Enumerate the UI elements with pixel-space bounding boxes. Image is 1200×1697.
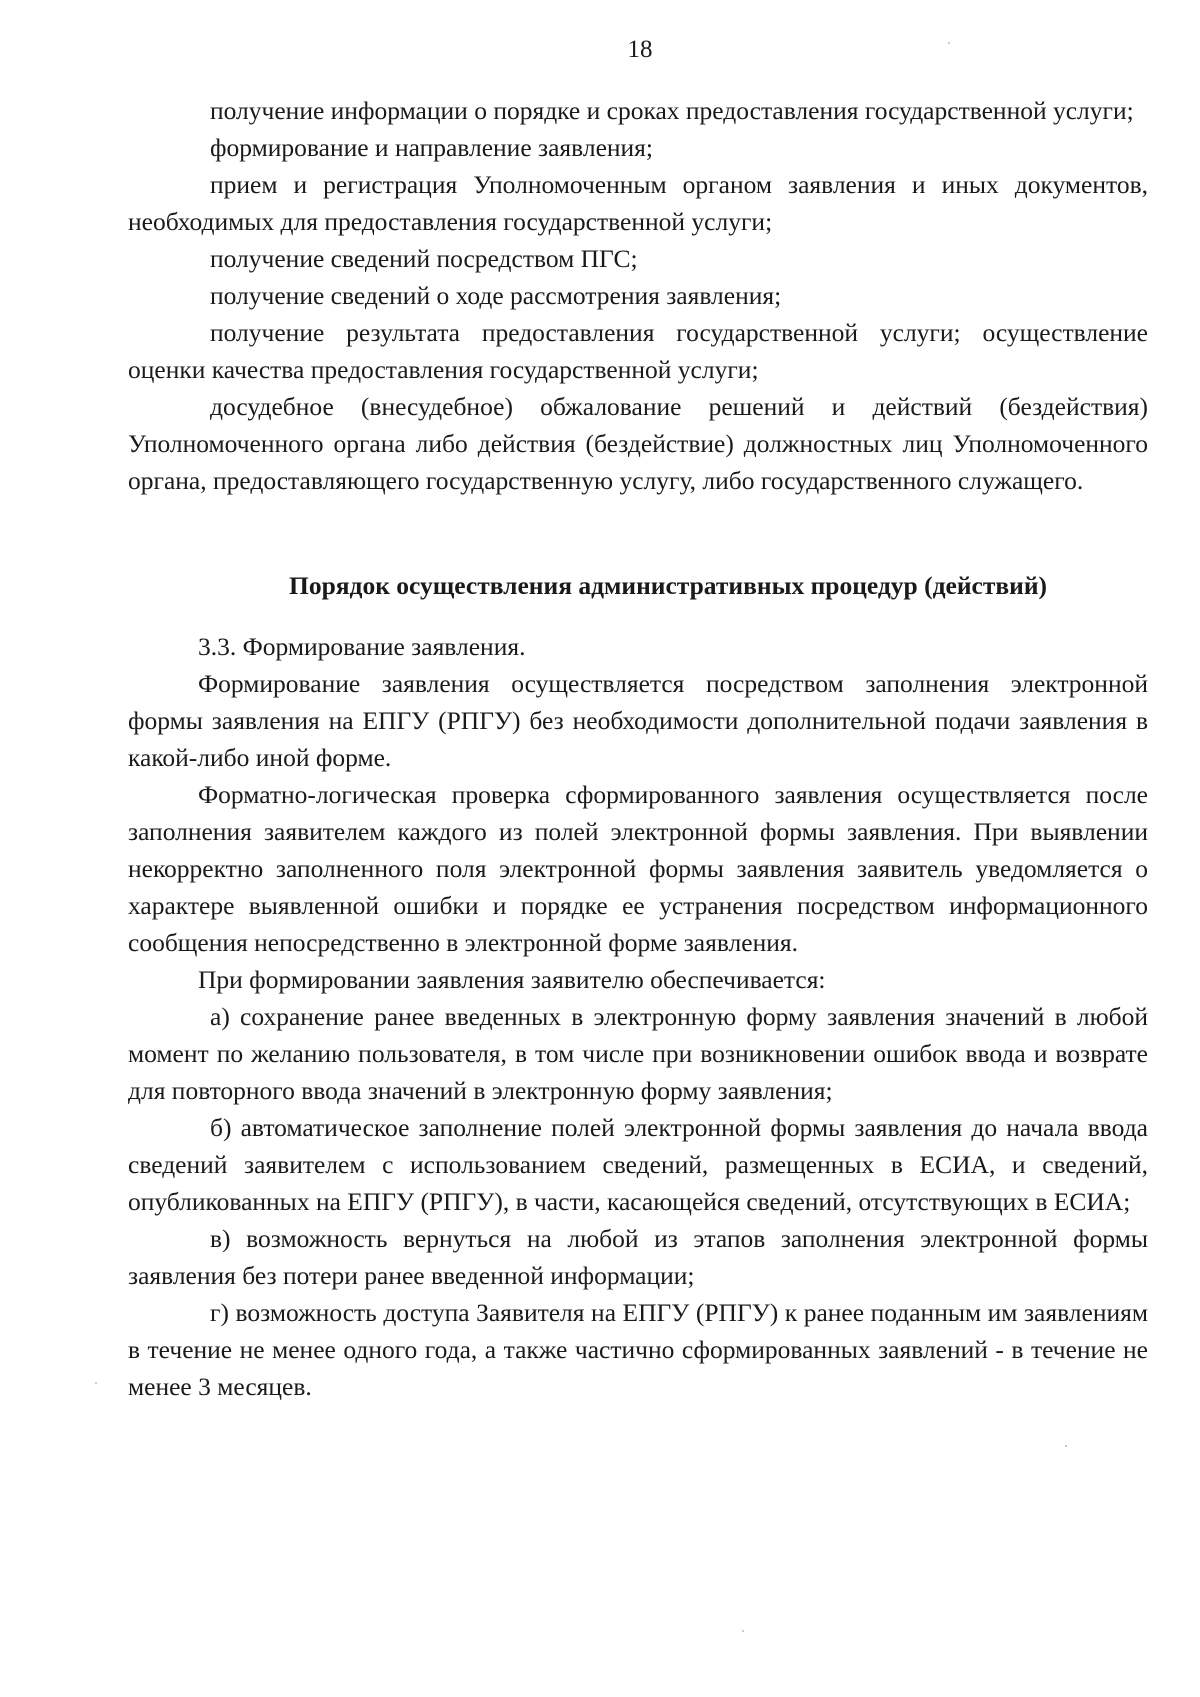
list-item: получение результата предоставления государственной услуги; осуществление оценки качества предоставления государственной услуги;: [128, 318, 1148, 384]
list-item: прием и регистрация Уполномоченным органом заявления и иных документов, необходимых для предоставления государственной услуги;: [128, 170, 1148, 236]
section-paragraph: Формирование заявления осуществляется посредством заполнения электронной формы заявления на ЕПГУ (РПГУ) без необходимости дополнительной подачи заявления в какой-либо иной форме.: [128, 669, 1148, 772]
section-paragraph: в) возможность вернуться на любой из этапов заполнения электронной формы заявления без потери ранее введенной информации;: [128, 1224, 1148, 1290]
list-item: получение сведений о ходе рассмотрения заявления;: [210, 281, 782, 310]
section-paragraph: б) автоматическое заполнение полей электронной формы заявления до начала ввода сведений заявителем с использованием сведений, размещенных в ЕСИА, и сведений, опубликованных на ЕПГУ (РПГУ), в части, касающейся сведений, отсутствующих в ЕСИА;: [128, 1113, 1148, 1216]
list-item: получение сведений посредством ПГС;: [210, 244, 638, 273]
section-paragraph: 3.3. Формирование заявления.: [198, 632, 526, 661]
scan-speck: [1065, 1445, 1067, 1447]
section-paragraph: При формировании заявления заявителю обеспечивается:: [198, 965, 826, 994]
list-item: досудебное (внесудебное) обжалование решений и действий (бездействия) Уполномоченного органа либо действия (бездействие) должностных лиц Уполномоченного органа, предоставляющего государственную услугу, либо государственного служащего.: [128, 392, 1148, 495]
scan-speck: [742, 1630, 744, 1632]
scan-speck: [948, 42, 950, 44]
section-spacer: [128, 499, 1148, 529]
page-number: 18: [627, 36, 653, 63]
section-paragraph: Форматно-логическая проверка сформированного заявления осуществляется после заполнения заявителем каждого из полей электронной формы заявления. При выявлении некорректно заполненного поля электронной формы заявления заявитель уведомляется о характере выявленной ошибки и порядке ее устранения посредством информационного сообщения непосредственно в электронной форме заявления.: [128, 780, 1148, 957]
section-paragraph: г) возможность доступа Заявителя на ЕПГУ (РПГУ) к ранее поданным им заявлениям в течение не менее одного года, а также частично сформированных заявлений - в течение не менее 3 месяцев.: [128, 1298, 1148, 1401]
section-paragraph: а) сохранение ранее введенных в электронную форму заявления значений в любой момент по желанию пользователя, в том числе при возникновении ошибок ввода и возврате для повторного ввода значений в электронную форму заявления;: [128, 1002, 1148, 1105]
section-heading: Порядок осуществления административных процедур (действий): [288, 571, 1047, 600]
scan-speck: [95, 1382, 97, 1384]
list-item: формирование и направление заявления;: [210, 133, 654, 162]
list-item: получение информации о порядке и сроках предоставления государственной услуги;: [210, 96, 1134, 125]
document-body: [128, 92, 1148, 1405]
